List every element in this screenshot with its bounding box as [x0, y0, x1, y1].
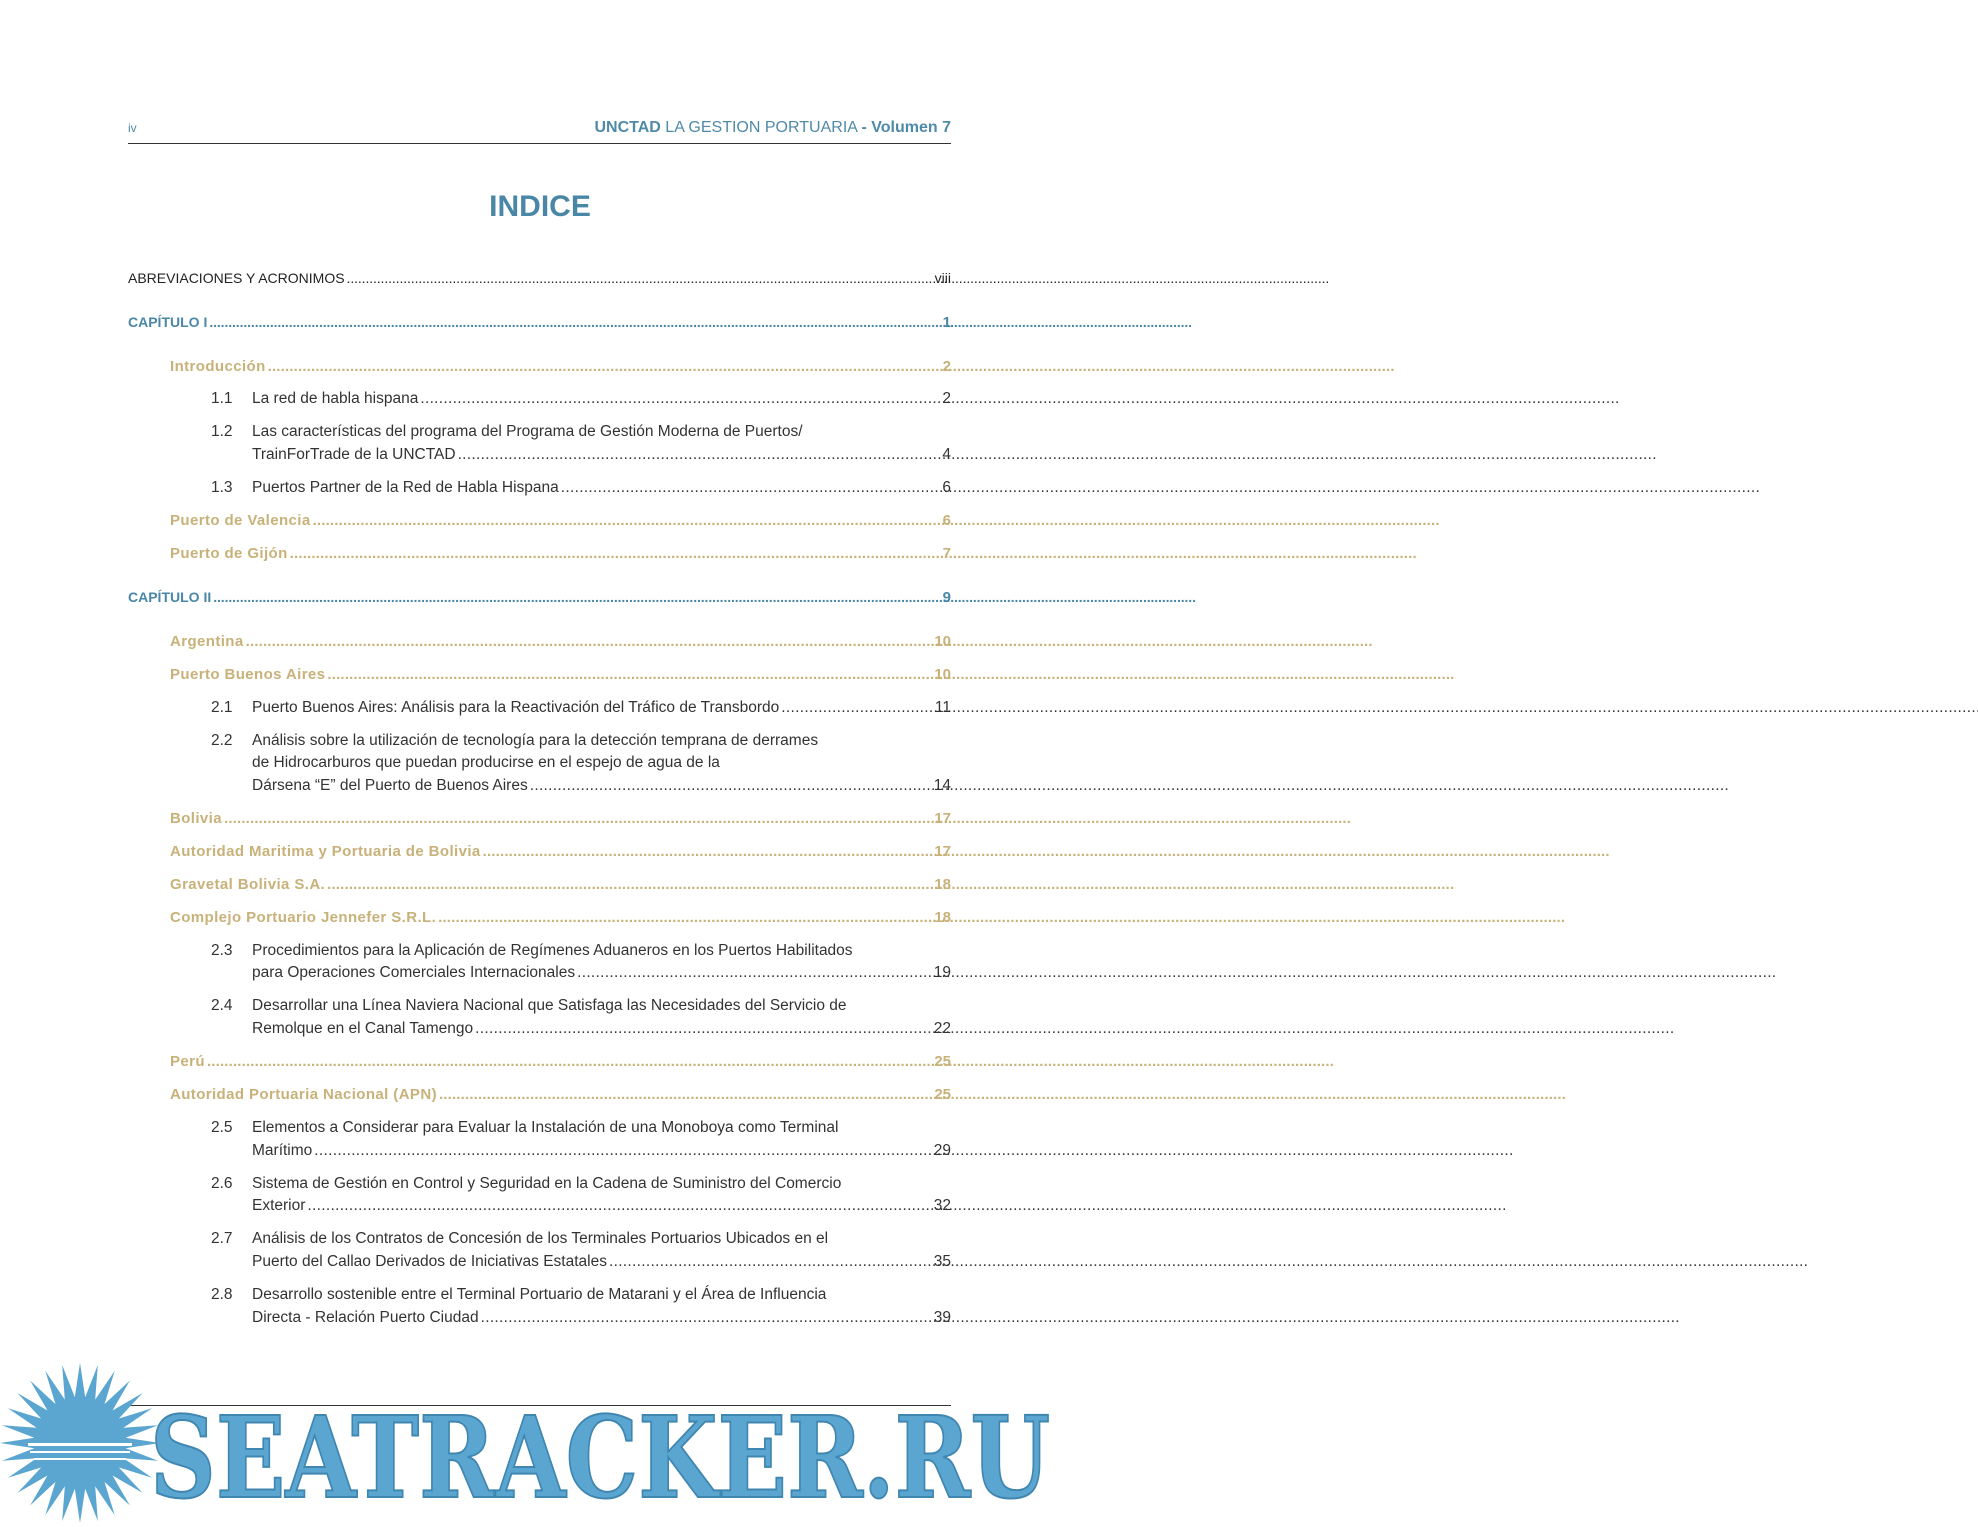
header-rule	[128, 143, 951, 144]
toc-entry-text: TrainForTrade de la UNCTAD	[252, 446, 456, 463]
leader-dots	[439, 1086, 1564, 1103]
toc-entry-text-line: Sistema de Gestión en Control y Seguridad en la Cadena de Suministro del Comercio	[252, 1175, 842, 1192]
toc-entry-text: Puerto de Gijón	[170, 545, 288, 562]
toc-entry-text: Puerto Buenos Aires	[170, 666, 326, 683]
running-header-separator: -	[861, 119, 872, 136]
leader-dots	[561, 479, 1758, 497]
leader-dots	[209, 314, 1190, 330]
toc-entry-text-line: Elementos a Considerar para Evaluar la Instalación de una Monoboya como Terminal	[252, 1119, 839, 1136]
toc-section-number: 1.1	[211, 390, 233, 407]
toc-entry-text: Puerto de Valencia	[170, 512, 311, 529]
toc-page-number: 39	[933, 1309, 951, 1326]
toc-section-number: 2.8	[211, 1286, 233, 1303]
leader-dots	[313, 512, 1438, 529]
toc-entry-text: Autoridad Maritima y Portuaria de Bolivia	[170, 843, 481, 860]
toc-page-number: 1	[942, 314, 951, 331]
toc-page-number: 18	[934, 876, 951, 893]
toc-page-number: 9	[942, 589, 951, 606]
toc-entry-text: Autoridad Portuaria Nacional (APN)	[170, 1086, 437, 1103]
leader-dots	[290, 545, 1415, 562]
toc-page-number: 14	[933, 777, 951, 794]
running-header	[594, 119, 951, 137]
toc-entry-text: CAPÍTULO II	[128, 589, 212, 605]
leader-dots	[224, 810, 1349, 827]
toc-page-number: 25	[934, 1086, 951, 1103]
running-header-volume: Volumen 7	[871, 119, 951, 136]
toc-entry-text-line: Procedimientos para la Aplicación de Regímenes Aduaneros en los Puertos Habilitados	[252, 942, 853, 959]
toc-entry-text: Bolivia	[170, 810, 222, 827]
toc-entry-text-line: Las características del programa del Programa de Gestión Moderna de Puertos/	[252, 423, 803, 440]
toc-entry-text: Puerto Buenos Aires: Análisis para la Reactivación del Tráfico de Transbordo	[252, 699, 780, 716]
toc-page-number: 17	[934, 843, 951, 860]
leader-dots	[213, 589, 1194, 605]
toc-page-number: 29	[933, 1142, 951, 1159]
toc-entry-text: Perú	[170, 1053, 205, 1070]
toc-page-number: 10	[934, 633, 951, 650]
toc-entry-text: Remolque en el Canal Tamengo	[252, 1020, 474, 1037]
toc-section-number: 1.3	[211, 479, 233, 496]
toc-page-number: 18	[934, 909, 951, 926]
toc-entry-text: La red de habla hispana	[252, 390, 419, 407]
toc-entry-text-line: Desarrollar una Línea Naviera Nacional que Satisfaga las Necesidades del Servicio de	[252, 997, 847, 1014]
leader-dots	[483, 843, 1608, 860]
toc-entry-text: Argentina	[170, 633, 244, 650]
toc-entry-text-line: Análisis sobre la utilización de tecnología para la detección temprana de derrames	[252, 732, 819, 749]
toc-section-number: 2.1	[211, 699, 233, 716]
toc-entry-text: Marítimo	[252, 1142, 313, 1159]
toc-page-number: 17	[934, 810, 951, 827]
toc-page-number: 2	[942, 390, 951, 407]
toc-section-number: 2.5	[211, 1119, 233, 1136]
toc-entry-text: Dársena “E” del Puerto de Buenos Aires	[252, 777, 528, 794]
toc-section-number: 1.2	[211, 423, 233, 440]
leader-dots	[347, 270, 1328, 286]
watermark	[0, 1365, 1080, 1525]
leader-dots	[268, 358, 1393, 375]
toc-page-number: 10	[934, 666, 951, 683]
leader-dots	[458, 446, 1655, 464]
leader-dots	[207, 1053, 1332, 1070]
toc-page-number: 22	[933, 1020, 951, 1037]
leader-dots	[307, 1197, 1504, 1215]
toc-page-number: viii	[934, 270, 951, 286]
toc-entry-text: Puertos Partner de la Red de Habla Hispana	[252, 479, 559, 496]
page-number: iv	[128, 121, 137, 135]
toc-section-number: 2.2	[211, 732, 233, 749]
toc-entry-text-line: Análisis de los Contratos de Concesión de los Terminales Portuarios Ubicados en el	[252, 1230, 829, 1247]
leader-dots	[481, 1309, 1678, 1327]
toc-entry-text: para Operaciones Comerciales Internacionales	[252, 964, 576, 981]
leader-dots	[609, 1253, 1806, 1271]
leader-dots	[438, 909, 1563, 926]
leader-dots	[246, 633, 1371, 650]
toc-section-number: 2.3	[211, 942, 233, 959]
leader-dots	[781, 699, 1978, 717]
toc-section-number: 2.6	[211, 1175, 233, 1192]
watermark-text: SEATRACKER.RU	[150, 1393, 1050, 1524]
toc-entry-text: Introducción	[170, 358, 266, 375]
sun-logo-icon	[0, 1363, 160, 1523]
leader-dots	[327, 876, 1452, 893]
running-header-org: UNCTAD	[594, 119, 661, 136]
toc-entry-text: Puerto del Callao Derivados de Iniciativas Estatales	[252, 1253, 607, 1270]
leader-dots	[327, 666, 1452, 683]
leader-dots	[314, 1142, 1511, 1160]
toc-page-number: 19	[933, 964, 951, 981]
toc-page-number: 6	[942, 479, 951, 496]
toc-entry-text: ABREVIACIONES Y ACRONIMOS	[128, 270, 345, 286]
toc-entry-text-line: de Hidrocarburos que puedan producirse en el espejo de agua de la	[252, 754, 720, 771]
toc-page-number: 35	[933, 1253, 951, 1270]
leader-dots	[577, 964, 1774, 982]
running-header-title: LA GESTION PORTUARIA	[660, 119, 862, 136]
toc-entry-text: CAPÍTULO I	[128, 314, 208, 330]
toc-page-number: 4	[942, 446, 951, 463]
toc-section-number: 2.7	[211, 1230, 233, 1247]
page-title: INDICE	[489, 190, 591, 223]
toc-page-number: 2	[942, 358, 951, 375]
toc-entry-text: Complejo Portuario Jennefer S.R.L.	[170, 909, 437, 926]
toc-entry-text-line: Desarrollo sostenible entre el Terminal Portuario de Matarani y el Área de Influencia	[252, 1286, 827, 1303]
toc-entry-text: Exterior	[252, 1197, 306, 1214]
leader-dots	[420, 390, 1617, 408]
toc-page-number: 6	[942, 512, 951, 529]
toc-entry-text: Directa - Relación Puerto Ciudad	[252, 1309, 479, 1326]
leader-dots	[475, 1020, 1672, 1038]
toc-page-number: 32	[933, 1197, 951, 1214]
toc-section-number: 2.4	[211, 997, 233, 1014]
toc-entry-text: Gravetal Bolivia S.A.	[170, 876, 326, 893]
toc-page-number: 7	[942, 545, 951, 562]
toc-page-number: 25	[934, 1053, 951, 1070]
toc-page-number: 11	[934, 699, 951, 716]
leader-dots	[530, 777, 1727, 795]
